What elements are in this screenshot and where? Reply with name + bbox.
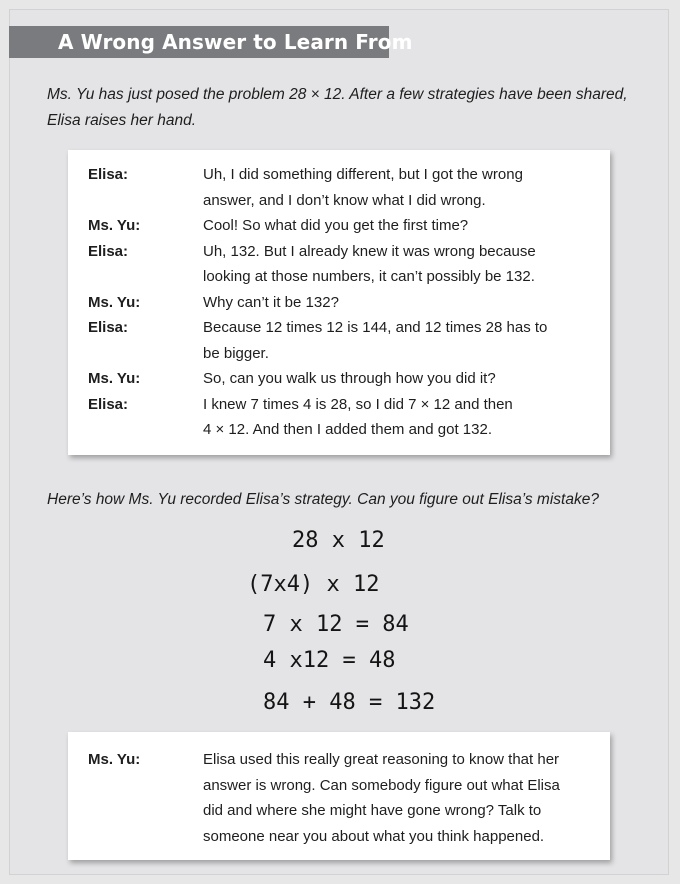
speech-text: Why can’t it be 132?: [203, 293, 339, 311]
dialogue-line: [68, 239, 610, 265]
speech-text: So, can you walk us through how you did it?: [203, 370, 496, 387]
dialogue-line: [68, 417, 610, 443]
dialogue-line: [68, 341, 610, 367]
dialogue-line: [68, 213, 610, 239]
handwritten-line: 28 x 12: [292, 528, 385, 553]
dialogue-line: [68, 773, 610, 799]
speech-text: Uh, I did something different, but I got the wrong: [203, 166, 523, 183]
speech-text: someone near you about what you think happened.: [203, 827, 545, 845]
dialogue-box-2: [68, 732, 610, 860]
speech-text: Because 12 times 12 is 144, and 12 times 28 has to: [203, 319, 548, 336]
section-title: A Wrong Answer to Learn From: [58, 30, 413, 54]
dialogue-line: [68, 264, 610, 290]
speaker-name: Ms. Yu:: [88, 751, 141, 768]
speech-text: looking at those numbers, it can’t possibly be 132.: [203, 268, 535, 285]
dialogue-line: [68, 392, 610, 418]
speech-text: did and where she might have gone wrong? Talk to: [203, 802, 542, 819]
dialogue-line: [68, 824, 610, 850]
speech-text: answer is wrong. Can somebody figure out what Elisa: [203, 776, 560, 794]
dialogue-line: [68, 290, 610, 316]
handwritten-line: (7x4) x 12: [247, 572, 380, 597]
speech-text: 4 × 12. And then I added them and got 132.: [203, 421, 492, 438]
speaker-name: Elisa:: [88, 166, 129, 183]
caption-question: Here’s how Ms. Yu recorded Elisa’s strategy. Can you figure out Elisa’s mistake?: [47, 491, 599, 508]
handwritten-line: 4 x12 = 48: [263, 648, 396, 673]
speech-text: Cool! So what did you get the first time?: [203, 217, 469, 234]
speaker-name: Ms. Yu:: [88, 293, 141, 311]
speaker-name: Elisa:: [88, 395, 129, 413]
dialogue-line: [68, 747, 610, 773]
dialogue-line: [68, 366, 610, 392]
dialogue-line: [68, 315, 610, 341]
speech-text: I knew 7 times 4 is 28, so I did 7 × 12 and then: [203, 395, 513, 413]
dialogue-line: [68, 798, 610, 824]
speaker-name: Elisa:: [88, 319, 129, 336]
speaker-name: Elisa:: [88, 242, 129, 260]
speech-text: Elisa used this really great reasoning to know that her: [203, 751, 560, 768]
speech-text: answer, and I don’t know what I did wrong.: [203, 191, 486, 209]
dialogue-box-1: [68, 150, 610, 455]
handwritten-line: 84 + 48 = 132: [263, 690, 436, 715]
speaker-name: Ms. Yu:: [88, 217, 141, 234]
dialogue-line: [68, 188, 610, 214]
speaker-name: Ms. Yu:: [88, 370, 141, 387]
speech-text: be bigger.: [203, 344, 269, 362]
handwritten-line: 7 x 12 = 84: [263, 612, 409, 637]
dialogue-line: [68, 162, 610, 188]
intro-paragraph: Ms. Yu has just posed the problem 28 × 12. After a few strategies have been shared, Elisa raises her hand.: [47, 86, 628, 129]
speech-text: Uh, 132. But I already knew it was wrong because: [203, 242, 536, 260]
